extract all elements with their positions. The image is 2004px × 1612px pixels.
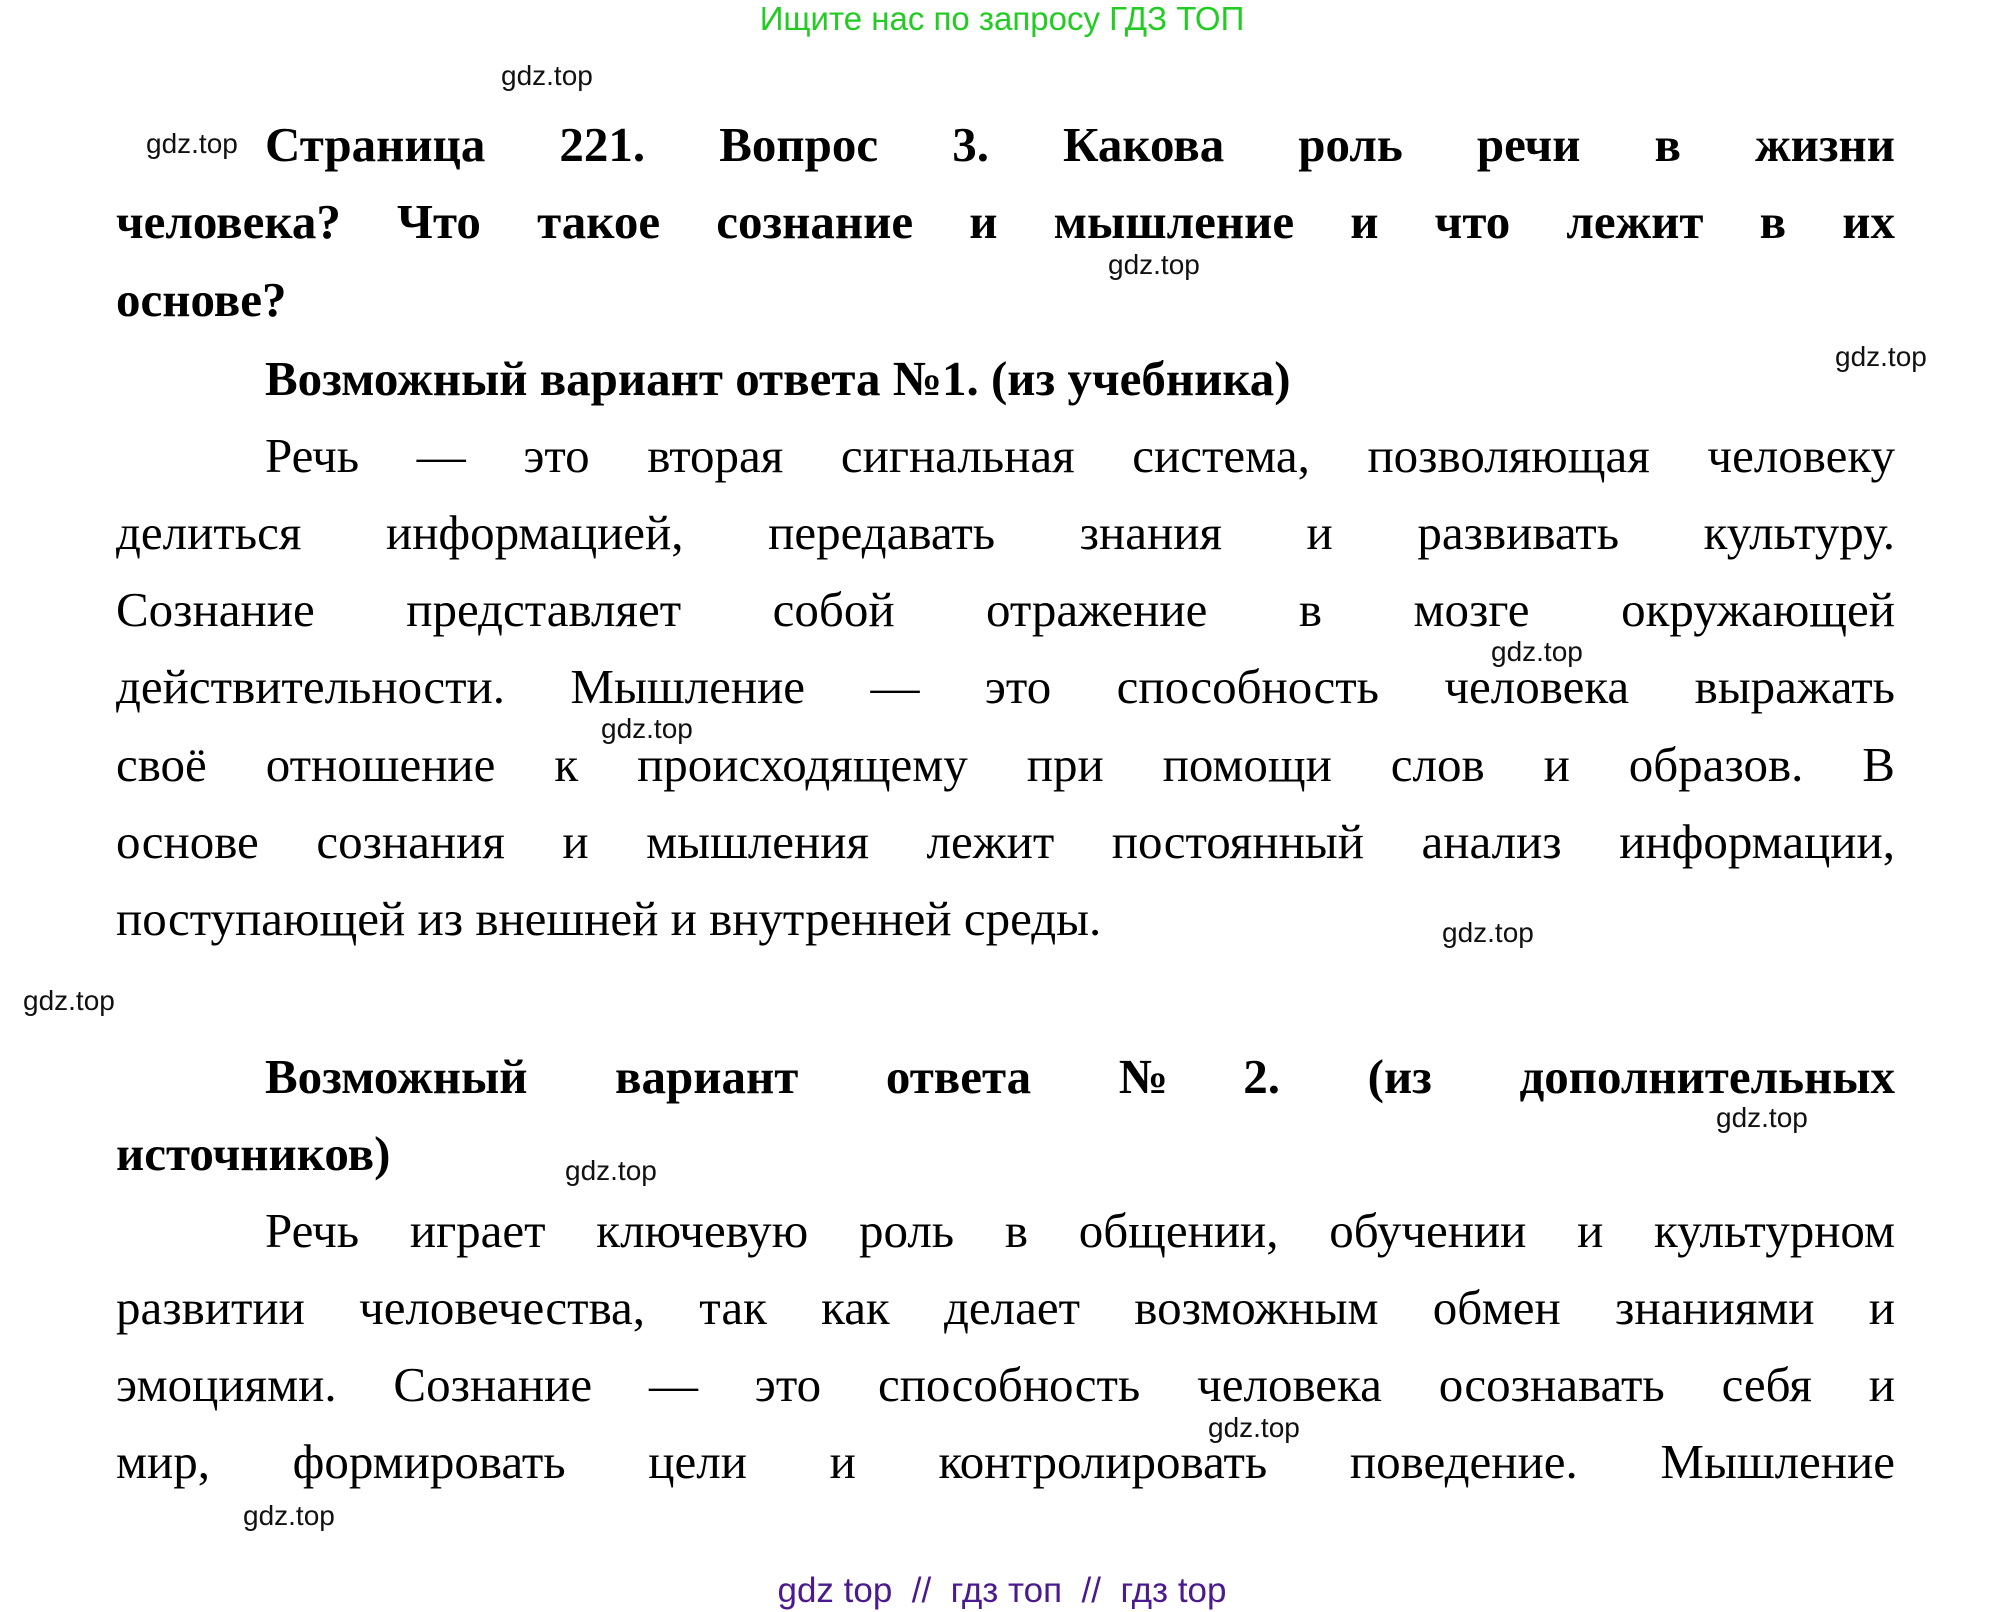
answer1-line: Речь — это вторая сигнальная система, позволяющая человеку	[265, 428, 1895, 483]
watermark: gdz.top	[501, 60, 593, 91]
watermark: gdz.top	[601, 713, 693, 744]
answer1-heading: Возможный вариант ответа №1. (из учебника)	[265, 351, 1291, 406]
question-line: основе?	[116, 272, 287, 327]
answer2-heading: Возможный вариант ответа №2. (из дополнительных	[265, 1049, 1895, 1104]
watermark: gdz.top	[146, 128, 238, 159]
watermark: gdz.top	[565, 1155, 657, 1186]
watermark: gdz.top	[1491, 636, 1583, 667]
answer2-line: мир, формировать цели и контролировать поведение. Мышление	[116, 1434, 1895, 1489]
watermark: gdz.top	[1442, 917, 1534, 948]
answer2-line: Речь играет ключевую роль в общении, обучении и культурном	[265, 1203, 1895, 1258]
answer1-line: Сознание представляет собой отражение в мозге окружающей	[116, 582, 1895, 637]
question-line: Страница 221. Вопрос 3. Какова роль речи в жизни	[265, 117, 1895, 172]
footer-text[interactable]: gdz top // гдз топ // гдз top	[777, 1571, 1227, 1610]
answer2-line: развитии человечества, так как делает возможным обмен знаниями и	[116, 1280, 1895, 1335]
watermark: gdz.top	[1208, 1412, 1300, 1443]
answer1-line: поступающей из внешней и внутренней среды.	[116, 891, 1102, 946]
watermark: gdz.top	[1835, 341, 1927, 372]
answer1-line: своё отношение к происходящему при помощи слов и образов. В	[116, 737, 1895, 792]
answer1-line: основе сознания и мышления лежит постоянный анализ информации,	[116, 814, 1895, 869]
answer2-line: эмоциями. Сознание — это способность человека осознавать себя и	[116, 1357, 1895, 1412]
watermark: gdz.top	[243, 1500, 335, 1531]
answer1-line: делиться информацией, передавать знания и развивать культуру.	[116, 505, 1895, 560]
watermark: gdz.top	[23, 985, 115, 1016]
answer2-heading: источников)	[116, 1126, 391, 1181]
watermark: gdz.top	[1108, 249, 1200, 280]
answer1-line: действительности. Мышление — это способность человека выражать	[116, 659, 1895, 714]
search-banner: Ищите нас по запросу ГДЗ ТОП	[759, 0, 1245, 37]
question-line: человека? Что такое сознание и мышление и что лежит в их	[116, 194, 1895, 249]
watermark: gdz.top	[1716, 1102, 1808, 1133]
